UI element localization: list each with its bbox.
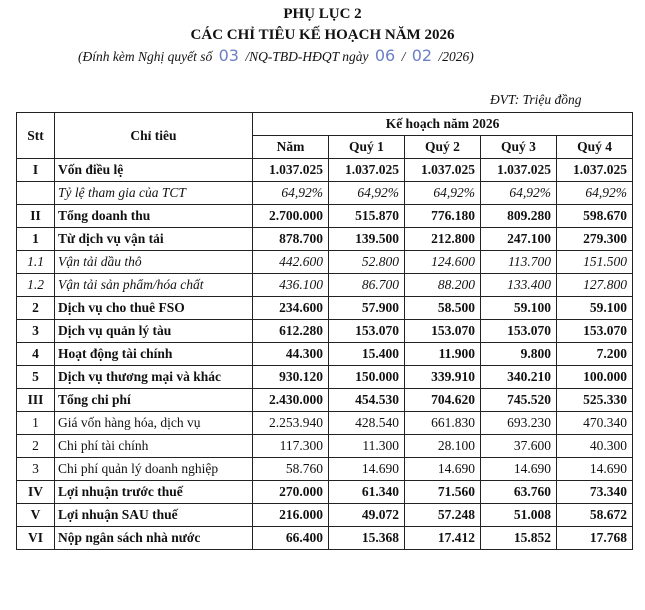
row-value: 11.300: [329, 435, 405, 458]
header-plan: Kế hoạch năm 2026: [253, 113, 633, 136]
row-stt: 3: [17, 320, 55, 343]
row-value: 279.300: [557, 228, 633, 251]
note-middle: /NQ-TBD-HĐQT ngày: [245, 49, 369, 64]
row-label: Tỷ lệ tham gia của TCT: [55, 182, 253, 205]
row-stt: 3: [17, 458, 55, 481]
row-value: 52.800: [329, 251, 405, 274]
table-row: [17, 343, 633, 366]
header-stt: Stt: [17, 113, 55, 159]
row-stt: 1: [17, 412, 55, 435]
row-label: Lợi nhuận trước thuế: [55, 481, 253, 504]
table-row: [17, 228, 633, 251]
row-value: 598.670: [557, 205, 633, 228]
row-value: 51.008: [481, 504, 557, 527]
table-row: [17, 435, 633, 458]
note-prefix: (Đính kèm Nghị quyết số: [78, 49, 213, 64]
row-value: 44.300: [253, 343, 329, 366]
row-label: Lợi nhuận SAU thuế: [55, 504, 253, 527]
row-value: 124.600: [405, 251, 481, 274]
row-value: 1.037.025: [481, 159, 557, 182]
row-value: 133.400: [481, 274, 557, 297]
row-stt: [17, 182, 55, 205]
row-value: 15.400: [329, 343, 405, 366]
row-value: 247.100: [481, 228, 557, 251]
row-value: 776.180: [405, 205, 481, 228]
row-stt: 1.2: [17, 274, 55, 297]
header-period: Quý 4: [557, 136, 633, 159]
header-period: Quý 2: [405, 136, 481, 159]
table-body: [17, 159, 633, 550]
table-row: [17, 205, 633, 228]
row-value: 49.072: [329, 504, 405, 527]
row-value: 704.620: [405, 389, 481, 412]
row-value: 127.800: [557, 274, 633, 297]
row-label: Tổng doanh thu: [55, 205, 253, 228]
row-label: Giá vốn hàng hóa, dịch vụ: [55, 412, 253, 435]
row-value: 1.037.025: [253, 159, 329, 182]
row-value: 153.070: [557, 320, 633, 343]
row-value: 40.300: [557, 435, 633, 458]
resolution-note: [78, 46, 474, 65]
row-value: 930.120: [253, 366, 329, 389]
row-label: Tổng chi phí: [55, 389, 253, 412]
row-value: 2.430.000: [253, 389, 329, 412]
table-row: [17, 389, 633, 412]
row-label: Vận tải sản phẩm/hóa chất: [55, 274, 253, 297]
table-row: [17, 320, 633, 343]
table-row: [17, 251, 633, 274]
date-separator: /: [401, 49, 406, 64]
table-row: [17, 481, 633, 504]
table-row: [17, 527, 633, 550]
table-row: [17, 297, 633, 320]
row-value: 2.700.000: [253, 205, 329, 228]
table-row: [17, 182, 633, 205]
row-value: 117.300: [253, 435, 329, 458]
row-value: 86.700: [329, 274, 405, 297]
header-period: Quý 1: [329, 136, 405, 159]
row-value: 612.280: [253, 320, 329, 343]
row-stt: 1: [17, 228, 55, 251]
table-row: [17, 412, 633, 435]
row-value: 270.000: [253, 481, 329, 504]
row-value: 693.230: [481, 412, 557, 435]
row-value: 745.520: [481, 389, 557, 412]
row-label: Dịch vụ cho thuê FSO: [55, 297, 253, 320]
row-value: 470.340: [557, 412, 633, 435]
row-value: 153.070: [481, 320, 557, 343]
row-stt: 2: [17, 297, 55, 320]
row-stt: 1.1: [17, 251, 55, 274]
row-label: Nộp ngân sách nhà nước: [55, 527, 253, 550]
row-value: 63.760: [481, 481, 557, 504]
row-stt: 4: [17, 343, 55, 366]
row-value: 1.037.025: [405, 159, 481, 182]
row-value: 15.368: [329, 527, 405, 550]
plan-table: [16, 112, 633, 550]
row-label: Chi phí quản lý doanh nghiệp: [55, 458, 253, 481]
row-label: Từ dịch vụ vận tải: [55, 228, 253, 251]
row-value: 428.540: [329, 412, 405, 435]
row-value: 340.210: [481, 366, 557, 389]
row-value: 57.248: [405, 504, 481, 527]
row-label: Vận tải dầu thô: [55, 251, 253, 274]
row-value: 1.037.025: [329, 159, 405, 182]
row-value: 113.700: [481, 251, 557, 274]
row-stt: I: [17, 159, 55, 182]
row-value: 64,92%: [481, 182, 557, 205]
row-value: 878.700: [253, 228, 329, 251]
row-value: 14.690: [481, 458, 557, 481]
row-value: 525.330: [557, 389, 633, 412]
row-stt: 2: [17, 435, 55, 458]
row-stt: VI: [17, 527, 55, 550]
row-value: 339.910: [405, 366, 481, 389]
row-value: 64,92%: [329, 182, 405, 205]
row-value: 64,92%: [405, 182, 481, 205]
table-row: [17, 458, 633, 481]
row-value: 809.280: [481, 205, 557, 228]
row-value: 14.690: [557, 458, 633, 481]
row-label: Vốn điều lệ: [55, 159, 253, 182]
row-value: 9.800: [481, 343, 557, 366]
note-suffix: /2026): [438, 49, 474, 64]
row-value: 37.600: [481, 435, 557, 458]
row-value: 153.070: [329, 320, 405, 343]
row-label: Dịch vụ quản lý tàu: [55, 320, 253, 343]
row-value: 28.100: [405, 435, 481, 458]
row-value: 100.000: [557, 366, 633, 389]
row-value: 14.690: [329, 458, 405, 481]
table-row: [17, 366, 633, 389]
row-stt: II: [17, 205, 55, 228]
header-indicator: Chỉ tiêu: [55, 113, 253, 159]
row-value: 150.000: [329, 366, 405, 389]
row-value: 61.340: [329, 481, 405, 504]
row-value: 454.530: [329, 389, 405, 412]
row-value: 2.253.940: [253, 412, 329, 435]
row-value: 234.600: [253, 297, 329, 320]
row-value: 58.760: [253, 458, 329, 481]
row-label: Hoạt động tài chính: [55, 343, 253, 366]
row-value: 58.500: [405, 297, 481, 320]
row-label: Chi phí tài chính: [55, 435, 253, 458]
row-value: 14.690: [405, 458, 481, 481]
row-stt: 5: [17, 366, 55, 389]
resolution-day: 06: [374, 46, 396, 65]
row-value: 73.340: [557, 481, 633, 504]
row-value: 515.870: [329, 205, 405, 228]
row-value: 15.852: [481, 527, 557, 550]
table-row: [17, 274, 633, 297]
row-value: 153.070: [405, 320, 481, 343]
row-stt: IV: [17, 481, 55, 504]
row-value: 436.100: [253, 274, 329, 297]
resolution-month: 02: [411, 46, 433, 65]
page-title: CÁC CHỈ TIÊU KẾ HOẠCH NĂM 2026: [190, 27, 455, 43]
row-value: 151.500: [557, 251, 633, 274]
row-label: Dịch vụ thương mại và khác: [55, 366, 253, 389]
row-value: 64,92%: [253, 182, 329, 205]
row-stt: III: [17, 389, 55, 412]
row-value: 57.900: [329, 297, 405, 320]
row-value: 139.500: [329, 228, 405, 251]
row-value: 58.672: [557, 504, 633, 527]
header-period: Quý 3: [481, 136, 557, 159]
header-period: Năm: [253, 136, 329, 159]
row-value: 59.100: [481, 297, 557, 320]
row-value: 661.830: [405, 412, 481, 435]
row-value: 17.768: [557, 527, 633, 550]
row-value: 88.200: [405, 274, 481, 297]
row-value: 7.200: [557, 343, 633, 366]
row-value: 59.100: [557, 297, 633, 320]
appendix-heading: PHỤ LỤC 2: [283, 6, 362, 22]
row-value: 442.600: [253, 251, 329, 274]
table-row: [17, 504, 633, 527]
row-stt: V: [17, 504, 55, 527]
row-value: 17.412: [405, 527, 481, 550]
row-value: 64,92%: [557, 182, 633, 205]
row-value: 216.000: [253, 504, 329, 527]
table-row: [17, 159, 633, 182]
row-value: 71.560: [405, 481, 481, 504]
row-value: 66.400: [253, 527, 329, 550]
row-value: 212.800: [405, 228, 481, 251]
resolution-number: 03: [218, 46, 239, 65]
unit-label: ĐVT: Triệu đồng: [490, 92, 582, 107]
row-value: 11.900: [405, 343, 481, 366]
row-value: 1.037.025: [557, 159, 633, 182]
